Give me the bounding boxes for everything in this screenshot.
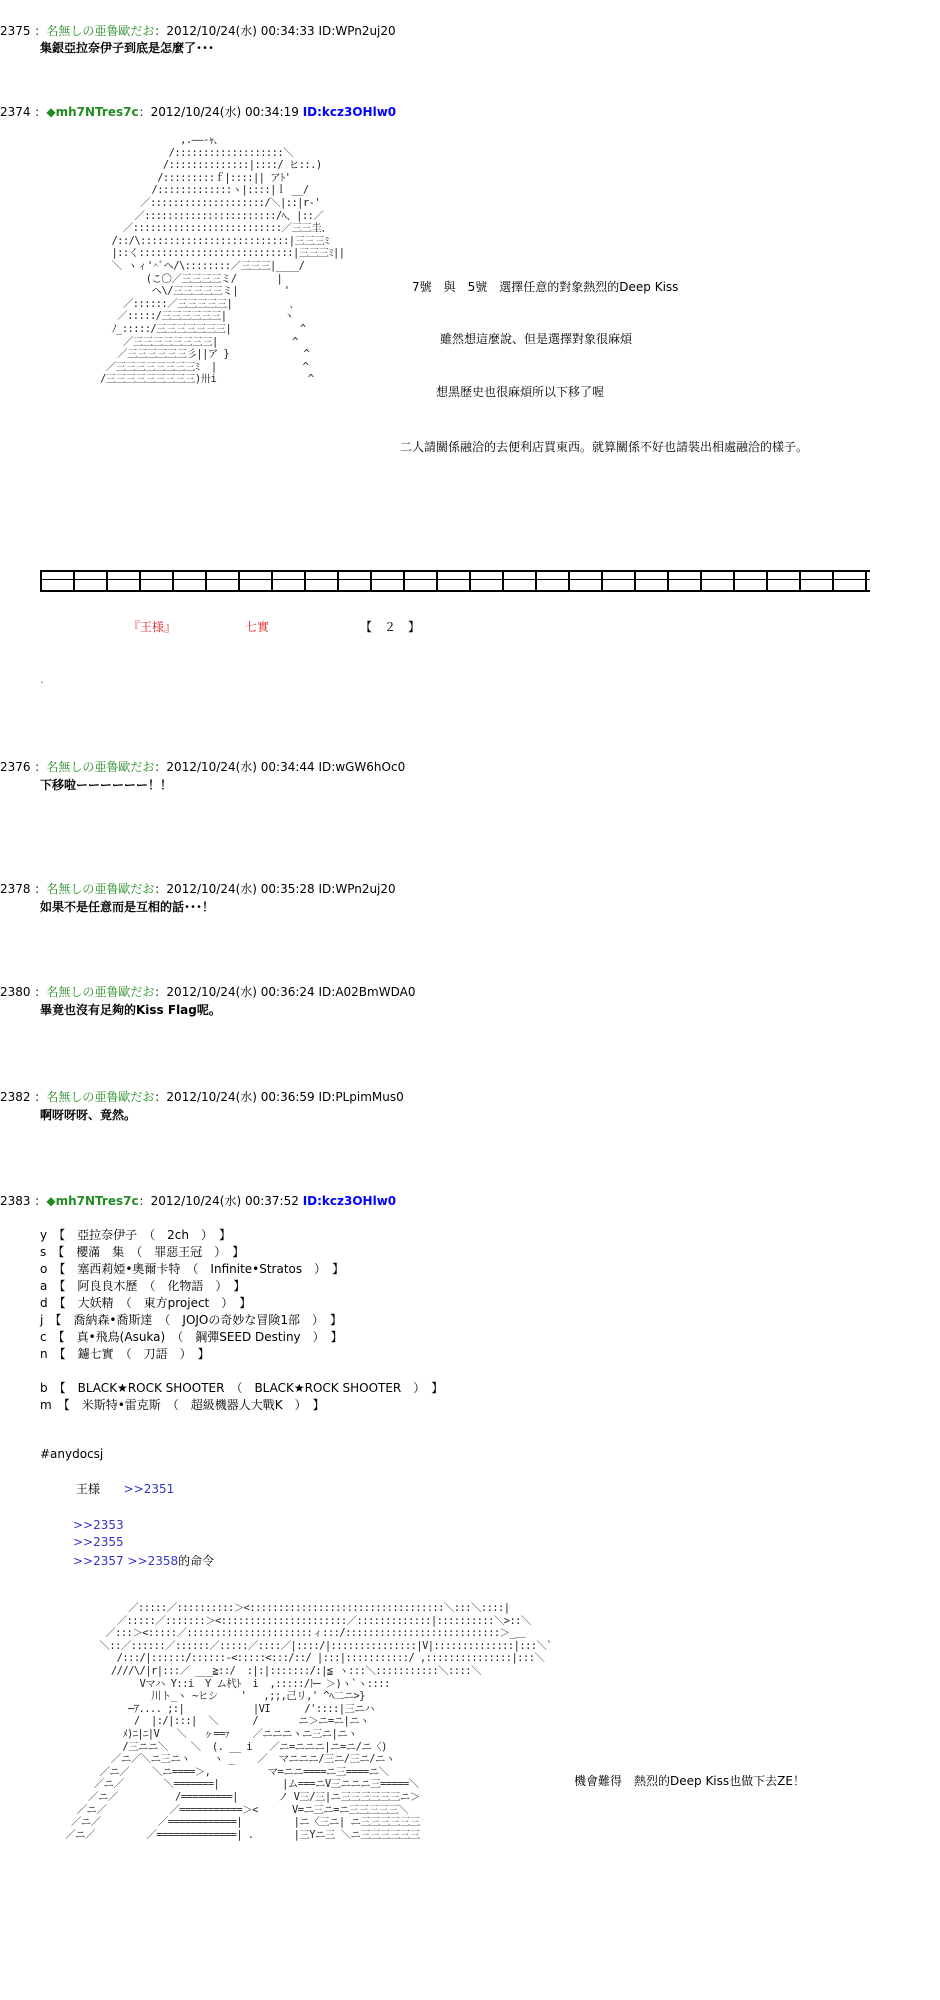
film-strip-tick (304, 572, 306, 590)
poster-name: 名無しの亜鲁歐だお (46, 24, 155, 38)
post-2380 (0, 985, 415, 999)
film-strip-tick (799, 572, 801, 590)
king-line (76, 1480, 174, 1497)
list-item: a 【 阿良良木歷 （ 化物語 ） 】 (40, 1279, 246, 1293)
film-strip-tick (205, 572, 207, 590)
film-strip-tick (535, 572, 537, 590)
film-strip-tick (370, 572, 372, 590)
post-number: 2380 (0, 985, 31, 999)
film-strip-tick (634, 572, 636, 590)
post-header: 2382 ：名無しの亜鲁歐だお：2012/10/24(水) 00:36:59 ID:PLpimMus0 (0, 1090, 404, 1104)
hashtag: #anydocsj (40, 1447, 104, 1461)
film-strip-tick (832, 572, 834, 590)
film-strip-tick (733, 572, 735, 590)
post-body: 畢竟也沒有足夠的Kiss Flag呢。 (40, 1003, 221, 1017)
film-strip-tick (40, 572, 42, 590)
ascii-art-figure: ,.――-ｬ、 /:::::::::::::::::::＼ /::::::::::::::|::::/ ヒ::.) /:::::::::ｆ|::::|| アﾄ' /:::::::::::::ヽ|::::|ｌ __/ ／::::::::::::::::::::/＼|::|r-' ／:::::::::::::::::::::::/ﾍ、|::／ ／::::::::::::::::::::::::::／三三圭、 /::/\::::::::::::::::::::::::::|三三三ﾐ |::く:::::::::::::::::::::::::::|三三三ﾐ|| ＼ ヽィ'^ﾞヘ/\::::::::／三三三|____/ (こ〇／三三三三ミ/ | ヘ\/三三三三三ミ| ' ／::::::／三三三三三| ､ ／:::::/三三三三三三| ヽ ﾉ_:::::/三三三三三三三| ^ ／三三三三三三三三| ^ ／三三三三三三彡||ア } ^ ／三三三三三三三三ﾐ | ^ /三三三三三三三三三)卅i ^ (100, 134, 345, 386)
film-strip-tick (601, 572, 603, 590)
film-strip-tick (436, 572, 438, 590)
list-item: b 【 BLACK★ROCK SHOOTER （ BLACK★ROCK SHOOTER ） 】 (40, 1381, 444, 1395)
poster-id: ID:kcz3OHlw0 (302, 105, 397, 119)
film-strip-tick (568, 572, 570, 590)
poster-id: ID:WPn2uj20 (318, 882, 396, 896)
command-text: 的命令 (178, 1554, 215, 1568)
list-item: c 【 真•飛鳥(Asuka) （ 鋼彈SEED Destiny ） 】 (40, 1330, 343, 1344)
ascii-art-group: ／:::::／::::::::::＞<::::::::::::::::::::::::::::::::::＼:::＼::::| ／:::::／:::::::＞<::::::::::::::::::::::／:::::::::::::|::::::::::＼>::＼ ／:::＞<:::::／::::::::::::::::::::::ィ:::/:::::::::::::::::::::::::::＞_＿ ＼::／::::::／::::::／:::::／::::／|::::/|:::::::::::::::|V|::::::::::::::|:::＼` /:::/|::::::/::::::-<:::::<:::/::/ |:::|:::::::::::/ ,:::::::::::::::|:::＼ ////\/|r|:::／ ___≧::/ :|:|:::::::/:|≦ ヽ:::＼:::::::::::＼::::＼ Vマハ Y::i Y ム杙ﾄ i ,:::::/ﾄ─ ＞)ヽ`ヽ:::: 川ト_ヽ ~ヒシ ' ,;;,己リ,' ^ﾍ二ニ>} ─ｱ.... ;:| |VI /'::::|三ニハ / |:/|:::| ＼ / ニ＞ニ=ニ|ニヽ ﾒ)ﾆ|ﾆ|V ＼ ヶ==ｧ ／ニニニヽニ三ニ|ニヽ /三ニニ＼ ＼ (. __ i ／ニ=ニニニ|ニ=ニ/ニ〈) ／ニ／＼ニ三ニヽ ヽ _ ／ マニニニ/三ニ/三ニ/ニヽ ／ニ／ ＼ニ====＞, マ=ニニ====ニ三====ニ＼ ／ニ／ ＼=======| |ム===ニV三ニニニ三=====＼ ／ニ／ /=========| ノ V三/三|ニ三三三三三三ニ＞ ／ニ／ ／===========＞< V=ニ三ニ=ニ三三三三三＼ ／ニ／ ／============| |ニ〈三ニ| ニ三三三三三三 ／ニ／ ／==============| . |三Yニ三 ＼ニ三三三三三三 (65, 1602, 553, 1841)
post-number: 2378 (0, 882, 31, 896)
post-header: 2378 ：名無しの亜鲁歐だお：2012/10/24(水) 00:35:28 ID:WPn2uj20 (0, 882, 396, 896)
film-strip-tick (502, 572, 504, 590)
reply-link[interactable]: >>2353 (73, 1518, 124, 1532)
film-strip-tick (271, 572, 273, 590)
reply-link[interactable]: >>2358 (127, 1554, 179, 1568)
list-item: o 【 塞西莉婭•奧爾卡特 （ Infinite•Stratos ） 】 (40, 1262, 345, 1276)
post-header: 2374 ：◆mh7NTres7c：2012/10/24(水) 00:34:19 ID:kcz3OHlw0 (0, 105, 397, 119)
film-strip-tick (469, 572, 471, 590)
post-number: 2383 (0, 1194, 31, 1208)
command-line (73, 1552, 214, 1569)
post-body: 如果不是任意而是互相的話･･･！ (40, 900, 215, 914)
post-2382 (0, 1090, 404, 1104)
post-2378 (0, 882, 396, 896)
post-2375 (0, 24, 396, 38)
poster-name: 名無しの亜鲁歐だお (46, 985, 155, 999)
film-strip-tick (139, 572, 141, 590)
list-item: s 【 櫻滿 集 （ 罪惡王冠 ） 】 (40, 1245, 245, 1259)
poster-name: ◆mh7NTres7c (46, 1194, 139, 1208)
poster-id: ID:WPn2uj20 (318, 24, 396, 38)
film-strip-tick (865, 572, 867, 590)
post-number: 2375 (0, 24, 31, 38)
film-strip-divider (40, 570, 870, 592)
poster-id: ID:wGW6hOc0 (318, 760, 406, 774)
explanation-line-1: 7號 與 5號 選擇任意的對象熱烈的Deep Kiss (412, 280, 679, 294)
post-header: 2375 ：名無しの亜鲁歐だお：2012/10/24(水) 00:34:33 ID:WPn2uj20 (0, 24, 396, 38)
film-strip-tick (700, 572, 702, 590)
post-header: 2380 ：名無しの亜鲁歐だお：2012/10/24(水) 00:36:24 ID:A02BmWDA0 (0, 985, 416, 999)
label-king: 『王様』 (128, 620, 177, 634)
explanation-line-3: 想黑歷史也很麻煩所以下移了喔 (436, 385, 605, 399)
film-strip-tick (106, 572, 108, 590)
poster-id: ID:A02BmWDA0 (318, 985, 416, 999)
post-number: 2382 (0, 1090, 31, 1104)
poster-name: ◆mh7NTres7c (46, 105, 139, 119)
film-strip-line (40, 579, 870, 580)
reply-link[interactable]: >>2357 (73, 1554, 124, 1568)
post-date: 2012/10/24(水) 00:36:59 (166, 1090, 315, 1104)
list-item: y 【 亞拉奈伊子 （ 2ch ） 】 (40, 1228, 231, 1242)
post-2376 (0, 760, 405, 774)
post-body: 啊呀呀呀、竟然。 (40, 1108, 137, 1122)
poster-id: ID:PLpimMus0 (318, 1090, 404, 1104)
post-header: 2383 ：◆mh7NTres7c：2012/10/24(水) 00:37:52 ID:kcz3OHlw0 (0, 1194, 397, 1208)
caption: 機會難得 熱烈的Deep Kiss也做下去ZE！ (574, 1774, 805, 1788)
reply-link[interactable]: >>2355 (73, 1535, 124, 1549)
poster-name: 名無しの亜鲁歐だお (46, 882, 155, 896)
film-strip-tick (238, 572, 240, 590)
film-strip-tick (337, 572, 339, 590)
post-date: 2012/10/24(水) 00:34:33 (166, 24, 315, 38)
post-2383 (0, 1194, 396, 1208)
list-item: m 【 米斯特•雷克斯 （ 超級機器人大戰K ） 】 (40, 1398, 325, 1412)
poster-name: 名無しの亜鲁歐だお (46, 1090, 155, 1104)
post-2374 (0, 105, 396, 119)
post-header: 2376 ：名無しの亜鲁歐だお：2012/10/24(水) 00:34:44 ID:wGW6hOc0 (0, 760, 406, 774)
film-strip-tick (172, 572, 174, 590)
post-number: 2376 (0, 760, 31, 774)
explanation-line-2: 雖然想這麼說、但是選擇對象很麻煩 (440, 332, 633, 346)
post-date: 2012/10/24(水) 00:35:28 (166, 882, 315, 896)
list-item: d 【 大妖精 （ 東方project ） 】 (40, 1296, 252, 1310)
reply-link[interactable]: >>2351 (123, 1482, 175, 1496)
explanation-line-4: 二人請關係融洽的去便利店買東西。就算關係不好也請裝出相處融洽的樣子。 (400, 440, 809, 454)
post-date: 2012/10/24(水) 00:36:24 (166, 985, 315, 999)
label-number: 【 ２ 】 (360, 620, 421, 634)
film-strip-tick (73, 572, 75, 590)
list-spacer (40, 1363, 443, 1380)
film-strip-tick (667, 572, 669, 590)
list-item: j 【 喬納森•喬斯達 （ JOJOの奇妙な冒険1部 ） 】 (40, 1313, 343, 1327)
poster-id: ID:kcz3OHlw0 (302, 1194, 397, 1208)
post-date: 2012/10/24(水) 00:34:19 (150, 105, 299, 119)
poster-name: 名無しの亜鲁歐だお (46, 760, 155, 774)
post-body: 集銀亞拉奈伊子到底是怎麼了･･･ (40, 41, 215, 55)
list-item: n 【 鑢七實 （ 刀語 ） 】 (40, 1347, 210, 1361)
post-date: 2012/10/24(水) 00:37:52 (150, 1194, 299, 1208)
character-list (40, 1227, 443, 1414)
post-body: 下移啦ーーーーーー！！ (40, 778, 173, 792)
stray-dot: . (40, 672, 44, 686)
post-date: 2012/10/24(水) 00:34:44 (166, 760, 315, 774)
film-strip-tick (403, 572, 405, 590)
film-strip-tick (766, 572, 768, 590)
king-label: 王様 (76, 1482, 101, 1496)
post-number: 2374 (0, 105, 31, 119)
label-name: 七實 (245, 620, 270, 634)
